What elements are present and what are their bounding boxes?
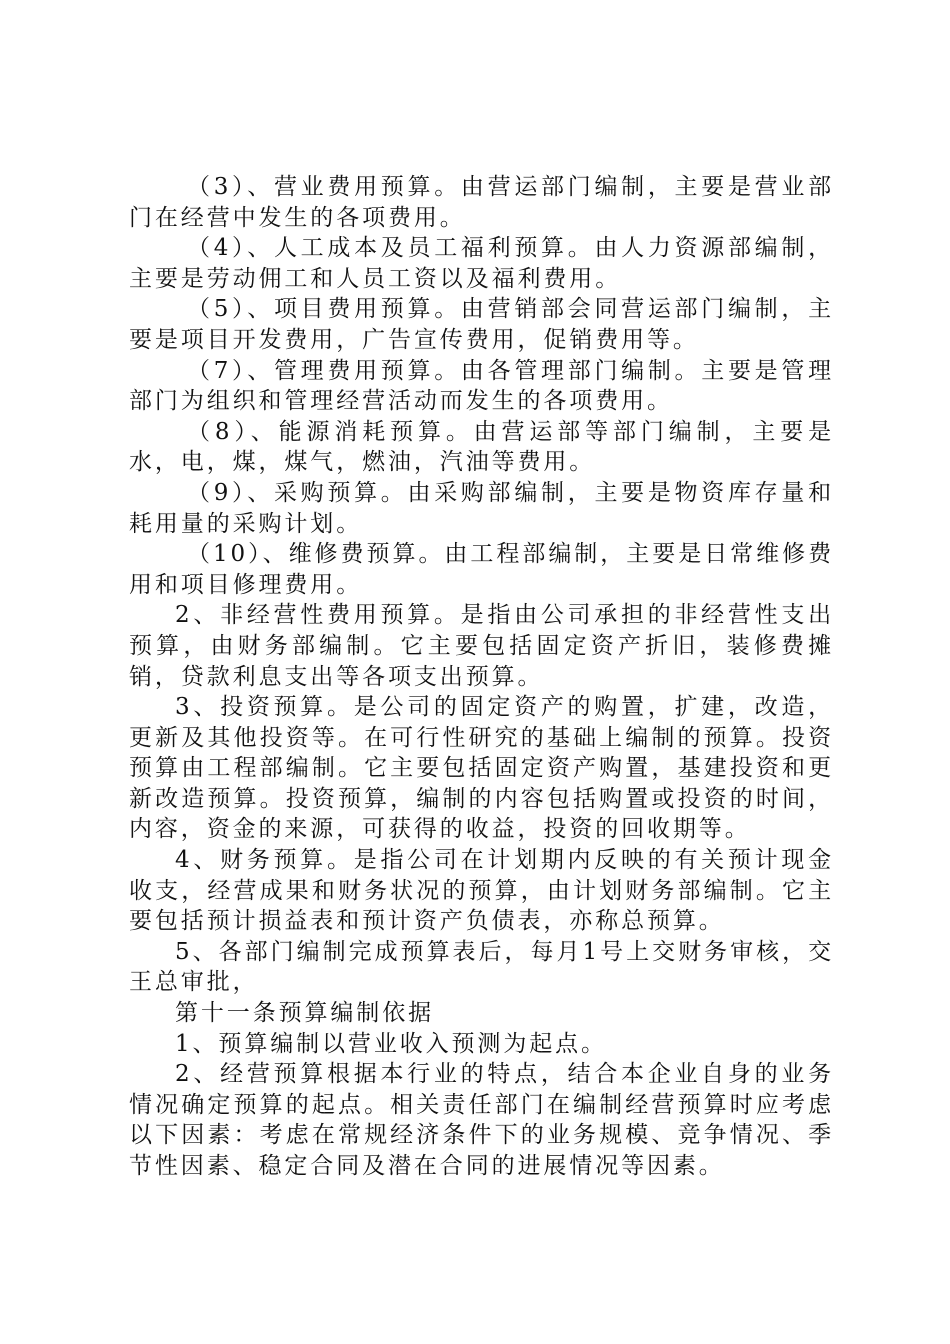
paragraph-basis-1: 1、预算编制以营业收入预测为起点。	[175, 1030, 607, 1057]
paragraph-non-operating-budget: 2、非经营性费用预算。是指由公司承担的非经营性支出预算，由财务部编制。它主要包括固定资产折旧，装修费摊销，贷款利息支出等各项支出预算。	[129, 602, 834, 690]
paragraph-management-expense-budget: （7）、管理费用预算。由各管理部门编制。主要是管理部门为组织和管理经营活动而发生的各项费用。	[129, 357, 834, 415]
paragraph-operating-expense-budget: （3）、营业费用预算。由营运部门编制，主要是营业部门在经营中发生的各项费用。	[129, 174, 834, 231]
paragraph-basis-2: 2、经营预算根据本行业的特点，结合本企业自身的业务情况确定预算的起点。相关责任部门在编制经营预算时应考虑以下因素：考虑在常规经济条件下的业务规模、竞争情况、季节性因素、稳定合同及潜在合同的进展情况等因素。	[129, 1061, 834, 1179]
body-text	[129, 172, 834, 1182]
paragraph-purchase-budget: （9）、采购预算。由采购部编制，主要是物资库存量和耗用量的采购计划。	[129, 479, 834, 537]
paragraph-financial-budget: 4、财务预算。是指公司在计划期内反映的有关预计现金收支，经营成果和财务状况的预算，由计划财务部编制。它主要包括预计损益表和预计资产负债表，亦称总预算。	[129, 847, 834, 935]
paragraph-project-expense-budget: （5）、项目费用预算。由营销部会同营运部门编制，主要是项目开发费用，广告宣传费用，促销费用等。	[129, 296, 834, 353]
paragraph-labor-cost-budget: （4）、人工成本及员工福利预算。由人力资源部编制，主要是劳动佣工和人员工资以及福利费用。	[129, 235, 834, 292]
paragraph-energy-budget: （8）、能源消耗预算。由营运部等部门编制，主要是水，电，煤，煤气，燃油，汽油等费用。	[129, 418, 834, 476]
section-heading-article-11: 第十一条预算编制依据	[175, 1000, 434, 1027]
paragraph-submission: 5、各部门编制完成预算表后，每月1号上交财务审核，交王总审批，	[129, 938, 834, 996]
paragraph-maintenance-budget: （10）、维修费预算。由工程部编制，主要是日常维修费用和项目修理费用。	[129, 541, 834, 598]
paragraph-investment-budget: 3、投资预算。是公司的固定资产的购置，扩建，改造，更新及其他投资等。在可行性研究的基础上编制的预算。投资预算由工程部编制。它主要包括固定资产购置，基建投资和更新改造预算。投资预算，编制的内容包括购置或投资的时间，内容，资金的来源，可获得的收益，投资的回收期等。	[129, 694, 834, 843]
